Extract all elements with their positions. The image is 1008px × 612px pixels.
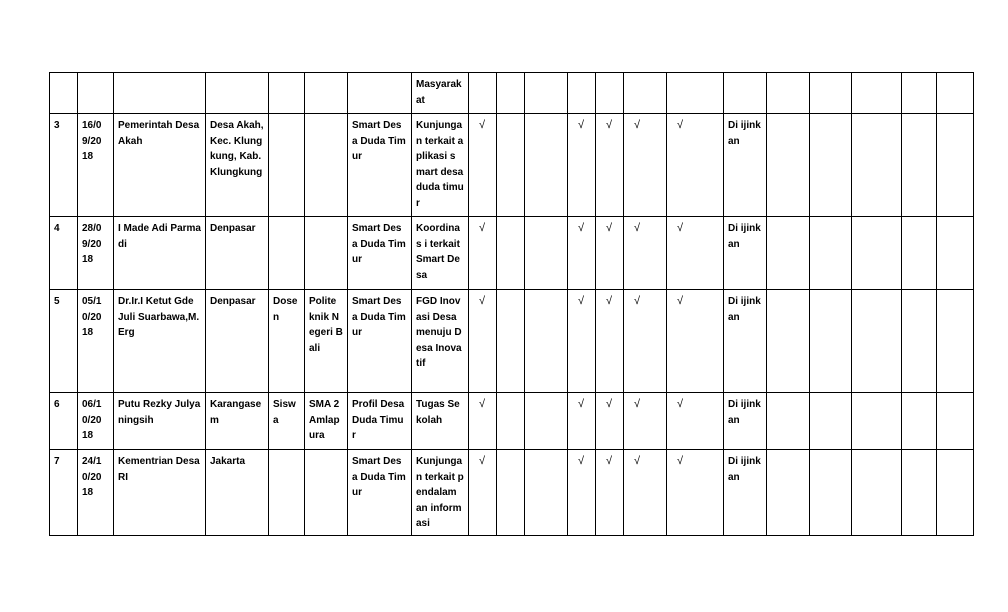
cell-purpose: Smart Desa Duda Timur [348,290,412,393]
cell-status [724,73,767,114]
check-mark: √ [624,393,667,450]
cell-blank [469,73,497,114]
cell-occupation [269,450,305,536]
cell-blank [767,290,810,393]
cell-blank [525,393,568,450]
table-row [50,450,974,536]
cell-blank [767,217,810,290]
cell-address: Karangase m [206,393,269,450]
cell-activity: FGD Inovasi Desa menuju Desa Inovatif [412,290,469,393]
cell-date: 24/1 0/20 18 [78,450,114,536]
cell-activity: Masyarak at [412,73,469,114]
cell-institution: Polite knik Negeri Bali [305,290,348,393]
cell-occupation: Sisw a [269,393,305,450]
cell-date: 16/0 9/20 18 [78,114,114,217]
cell-blank [902,73,937,114]
cell-blank [497,114,525,217]
cell-blank [902,450,937,536]
cell-blank [937,217,974,290]
check-mark: √ [568,393,596,450]
check-mark: √ [469,114,497,217]
check-mark: √ [469,290,497,393]
cell-blank [902,217,937,290]
cell-institution [305,114,348,217]
check-mark: √ [624,450,667,536]
cell-blank [852,290,902,393]
cell-blank [937,290,974,393]
cell-status: Di ijinkan [724,393,767,450]
cell-blank [596,73,624,114]
cell-blank [525,450,568,536]
cell-institution: SMA 2 Amlap ura [305,393,348,450]
cell-blank [568,73,596,114]
check-mark: √ [596,217,624,290]
cell-no: 4 [50,217,78,290]
cell-blank [497,73,525,114]
cell-status: Di ijinkan [724,217,767,290]
table-row [50,290,974,393]
cell-name: Pemerintah Desa Akah [114,114,206,217]
cell-institution [305,73,348,114]
cell-blank [497,290,525,393]
cell-activity: Koordinas i terkait Smart Desa [412,217,469,290]
check-mark: √ [568,450,596,536]
check-mark: √ [596,393,624,450]
cell-date: 05/1 0/20 18 [78,290,114,393]
cell-name: I Made Adi Parmadi [114,217,206,290]
table-row [50,393,974,450]
check-mark: √ [469,217,497,290]
visitor-log-table [49,72,974,536]
cell-blank [937,450,974,536]
cell-activity: Kunjunga n terkait aplikasi smart desa duda timur [412,114,469,217]
cell-blank [902,393,937,450]
cell-no: 3 [50,114,78,217]
cell-blank [497,393,525,450]
table-row [50,217,974,290]
cell-date: 28/0 9/20 18 [78,217,114,290]
check-mark: √ [667,217,724,290]
cell-blank [525,73,568,114]
cell-blank [852,450,902,536]
cell-occupation [269,73,305,114]
check-mark: √ [624,114,667,217]
cell-occupation [269,217,305,290]
cell-blank [810,217,852,290]
cell-blank [810,73,852,114]
cell-purpose [348,73,412,114]
cell-purpose: Smart Desa Duda Timur [348,217,412,290]
cell-activity: Tugas Sekolah [412,393,469,450]
cell-blank [852,114,902,217]
cell-blank [497,450,525,536]
check-mark: √ [596,114,624,217]
cell-no [50,73,78,114]
cell-blank [852,217,902,290]
cell-address: Denpasar [206,217,269,290]
cell-occupation: Dose n [269,290,305,393]
cell-purpose: Profil Desa Duda Timur [348,393,412,450]
cell-institution [305,450,348,536]
cell-blank [810,450,852,536]
cell-name: Kementrian Desa RI [114,450,206,536]
cell-blank [667,73,724,114]
check-mark: √ [596,450,624,536]
cell-occupation [269,114,305,217]
cell-blank [767,450,810,536]
check-mark: √ [667,114,724,217]
cell-blank [810,114,852,217]
cell-date [78,73,114,114]
cell-blank [902,114,937,217]
cell-blank [525,217,568,290]
cell-status: Di ijinkan [724,290,767,393]
cell-blank [624,73,667,114]
cell-name [114,73,206,114]
check-mark: √ [624,290,667,393]
cell-status: Di ijinkan [724,450,767,536]
check-mark: √ [568,290,596,393]
cell-date: 06/1 0/20 18 [78,393,114,450]
cell-blank [937,114,974,217]
table-row [50,73,974,114]
cell-no: 7 [50,450,78,536]
cell-blank [810,393,852,450]
cell-no: 6 [50,393,78,450]
check-mark: √ [596,290,624,393]
cell-no: 5 [50,290,78,393]
check-mark: √ [667,450,724,536]
cell-name: Putu Rezky Julyaningsih [114,393,206,450]
cell-blank [852,393,902,450]
check-mark: √ [667,393,724,450]
cell-blank [525,290,568,393]
cell-purpose: Smart Desa Duda Timur [348,114,412,217]
cell-address: Denpasar [206,290,269,393]
cell-purpose: Smart Desa Duda Timur [348,450,412,536]
check-mark: √ [469,393,497,450]
cell-status: Di ijinkan [724,114,767,217]
cell-address: Jakarta [206,450,269,536]
cell-blank [767,73,810,114]
cell-institution [305,217,348,290]
cell-blank [902,290,937,393]
cell-blank [767,393,810,450]
check-mark: √ [624,217,667,290]
check-mark: √ [667,290,724,393]
check-mark: √ [568,114,596,217]
cell-address: Desa Akah, Kec. Klungkung, Kab. Klungkung [206,114,269,217]
cell-blank [937,73,974,114]
check-mark: √ [469,450,497,536]
cell-name: Dr.Ir.I Ketut Gde Juli Suarbawa,M.Erg [114,290,206,393]
table-row [50,114,974,217]
cell-blank [497,217,525,290]
cell-blank [525,114,568,217]
cell-blank [937,393,974,450]
cell-blank [852,73,902,114]
check-mark: √ [568,217,596,290]
cell-address [206,73,269,114]
cell-blank [810,290,852,393]
cell-blank [767,114,810,217]
cell-activity: Kunjunga n terkait pendalam an informasi [412,450,469,536]
